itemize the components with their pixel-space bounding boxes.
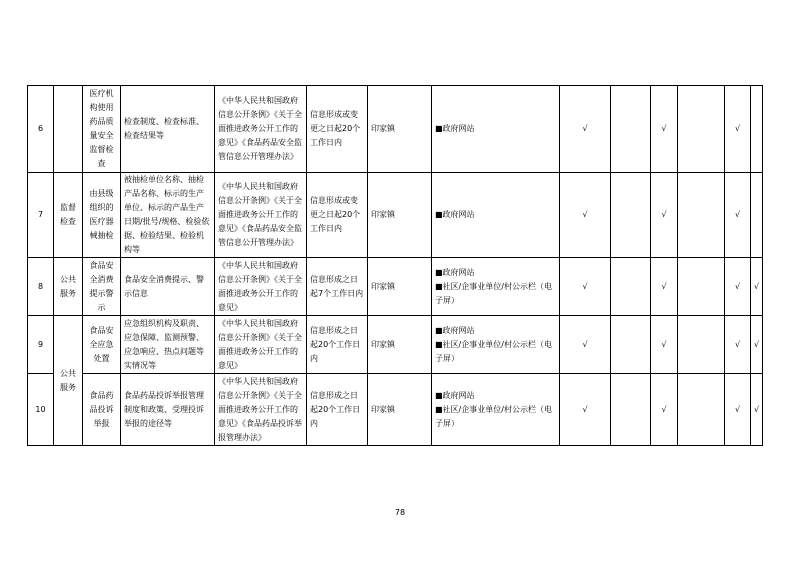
disclosure-channels	[432, 86, 560, 173]
item-name: 食品安全消费提示警示	[83, 258, 121, 316]
check-cell: √	[725, 173, 751, 258]
channel-item: ■政府网站	[435, 325, 475, 335]
table-row	[28, 258, 763, 316]
disclosure-content: 食品安全消费提示、警示信息	[121, 258, 215, 316]
channel-item: ■政府网站	[435, 210, 475, 219]
check-cell: √	[651, 258, 678, 316]
disclosure-subject: 印家镇	[368, 316, 432, 374]
channel-item: ■政府网站	[435, 390, 475, 400]
check-cell: √	[725, 374, 751, 446]
time-limit: 信息形成之日起20个工作日内	[307, 316, 368, 374]
category-cell: 公共服务	[54, 316, 83, 446]
row-number: 10	[28, 374, 54, 446]
check-cell	[678, 258, 725, 316]
check-cell: √	[725, 316, 751, 374]
disclosure-basis: 《中华人民共和国政府信息公开条例》《关于全面推进政务公开工作的意见》《食品药品投诉举报管理办法》	[215, 374, 307, 446]
check-cell: √	[751, 258, 763, 316]
table-row	[28, 374, 763, 446]
check-cell	[611, 173, 651, 258]
check-cell	[751, 173, 763, 258]
row-number: 7	[28, 173, 54, 258]
table-row	[28, 86, 763, 173]
check-cell: √	[560, 258, 611, 316]
row-number: 9	[28, 316, 54, 374]
check-cell: √	[560, 316, 611, 374]
item-name: 由县级组织的医疗器械抽检	[83, 173, 121, 258]
check-cell: √	[560, 173, 611, 258]
channel-item: ■政府网站	[435, 124, 475, 133]
channel-item: ■社区/企事业单位/村公示栏（电子屏）	[435, 339, 552, 363]
disclosure-channels	[432, 374, 560, 446]
disclosure-subject: 印家镇	[368, 258, 432, 316]
check-cell: √	[651, 86, 678, 173]
check-cell: √	[725, 258, 751, 316]
check-cell	[678, 86, 725, 173]
table-row	[28, 316, 763, 374]
time-limit: 信息形成或变更之日起20个工作日内	[307, 173, 368, 258]
channel-item: ■社区/企事业单位/村公示栏（电子屏）	[435, 281, 552, 305]
channel-item: ■社区/企事业单位/村公示栏（电子屏）	[435, 404, 552, 428]
disclosure-content: 检查制度、检查标准、检查结果等	[121, 86, 215, 173]
check-cell: √	[651, 173, 678, 258]
disclosure-content: 被抽检单位名称、抽检产品名称、标示的生产单位、标示的产品生产日期/批号/规格、检验依据、检验结果、检验机构等	[121, 173, 215, 258]
disclosure-basis: 《中华人民共和国政府信息公开条例》《关于全面推进政务公开工作的意见》	[215, 316, 307, 374]
check-cell	[678, 316, 725, 374]
row-number: 6	[28, 86, 54, 173]
disclosure-content: 应急组织机构及职责、应急保障、监测预警、应急响应、热点问题等实情况等	[121, 316, 215, 374]
channel-item: ■政府网站	[435, 267, 475, 277]
row-number: 8	[28, 258, 54, 316]
time-limit: 信息形成或变更之日起20个工作日内	[307, 86, 368, 173]
check-cell	[678, 173, 725, 258]
disclosure-basis: 《中华人民共和国政府信息公开条例》《关于全面推进政务公开工作的意见》《食品药品安全监管信息公开管理办法》	[215, 173, 307, 258]
category-cell: 公共服务	[54, 258, 83, 316]
check-cell: √	[651, 316, 678, 374]
check-cell	[611, 374, 651, 446]
disclosure-subject: 印家镇	[368, 374, 432, 446]
disclosure-basis: 《中华人民共和国政府信息公开条例》《关于全面推进政务公开工作的意见》《食品药品安全监管信息公开管理办法》	[215, 86, 307, 173]
disclosure-channels	[432, 316, 560, 374]
check-cell	[611, 316, 651, 374]
disclosure-content: 食品药品投诉举报管理制度和政策、受理投诉举报的途径等	[121, 374, 215, 446]
item-name: 食品安全应急处置	[83, 316, 121, 374]
disclosure-basis: 《中华人民共和国政府信息公开条例》《关于全面推进政务公开工作的意见》	[215, 258, 307, 316]
disclosure-subject: 印家镇	[368, 173, 432, 258]
time-limit: 信息形成之日起7个工作日内	[307, 258, 368, 316]
check-cell: √	[751, 374, 763, 446]
disclosure-table	[27, 85, 763, 446]
item-name: 食品药品投诉举报	[83, 374, 121, 446]
disclosure-channels	[432, 173, 560, 258]
item-name: 医疗机构使用药品质量安全监督检查	[83, 86, 121, 173]
check-cell: √	[560, 374, 611, 446]
time-limit: 信息形成之日起20个工作日内	[307, 374, 368, 446]
category-cell	[54, 86, 83, 173]
category-cell: 监督检查	[54, 173, 83, 258]
disclosure-subject: 印家镇	[368, 86, 432, 173]
check-cell: √	[725, 86, 751, 173]
table-row	[28, 173, 763, 258]
check-cell: √	[560, 86, 611, 173]
disclosure-channels	[432, 258, 560, 316]
check-cell	[678, 374, 725, 446]
check-cell	[611, 86, 651, 173]
check-cell: √	[751, 316, 763, 374]
check-cell	[751, 86, 763, 173]
check-cell: √	[651, 374, 678, 446]
check-cell	[611, 258, 651, 316]
page-number: 78	[394, 508, 406, 517]
